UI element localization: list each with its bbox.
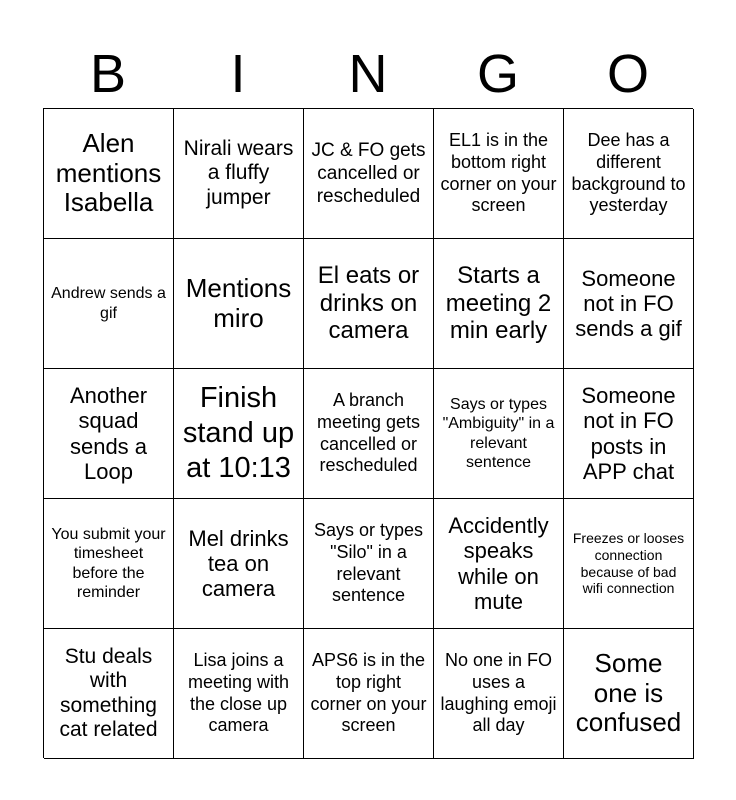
header-letter-g: G (476, 44, 519, 104)
bingo-cell-r5-c1[interactable] (44, 629, 174, 759)
cell-text: Freezes or looses connection because of bad wifi connection (572, 529, 685, 597)
header-letter-b: B (89, 44, 127, 104)
bingo-card (43, 108, 693, 758)
cell-text: Finish stand up at 10:13 (182, 382, 295, 484)
cell-text: Says or types "Ambiguity" in a relevant sentence (442, 396, 555, 471)
cell-text: Andrew sends a gif (51, 285, 166, 322)
header-letter-n: N (348, 44, 388, 104)
cell-text: Mel drinks tea on camera (188, 525, 289, 602)
bingo-cell-r4-c5[interactable] (564, 499, 694, 629)
bingo-cell-r1-c3[interactable] (304, 109, 434, 239)
bingo-header (43, 40, 693, 108)
bingo-cell-r5-c5[interactable] (564, 629, 694, 759)
cell-text: A branch meeting gets cancelled or rescheduled (316, 390, 421, 476)
bingo-cell-r3-c4[interactable] (434, 369, 564, 499)
header-letter-o: O (606, 44, 649, 104)
bingo-cell-r2-c5[interactable] (564, 239, 694, 369)
header-letter-i: I (230, 44, 246, 104)
bingo-cell-r2-c4[interactable] (434, 239, 564, 369)
cell-text: Mentions miro (185, 272, 292, 333)
cell-text: Stu deals with something cat related (59, 644, 158, 741)
cell-text: EL1 is in the bottom right corner on your screen (440, 130, 557, 216)
bingo-cell-r2-c3[interactable] (304, 239, 434, 369)
bingo-cell-r2-c2[interactable] (174, 239, 304, 369)
cell-text: APS6 is in the top right corner on your screen (310, 650, 427, 736)
bingo-cell-r3-c3[interactable] (304, 369, 434, 499)
bingo-cell-r5-c2[interactable] (174, 629, 304, 759)
cell-text: Someone not in FO posts in APP chat (581, 382, 676, 484)
bingo-cell-r1-c2[interactable] (174, 109, 304, 239)
bingo-cell-r1-c5[interactable] (564, 109, 694, 239)
cell-text: Lisa joins a meeting with the close up camera (187, 650, 290, 736)
cell-text: Another squad sends a Loop (69, 382, 148, 484)
bingo-cell-r2-c1[interactable] (44, 239, 174, 369)
bingo-cell-r5-c3[interactable] (304, 629, 434, 759)
cell-text: Starts a meeting 2 min early (445, 262, 552, 345)
cell-text: Nirali wears a fluffy jumper (183, 136, 294, 209)
cell-text: No one in FO uses a laughing emoji all day (440, 650, 557, 736)
bingo-cell-r3-c5[interactable] (564, 369, 694, 499)
bingo-cell-r5-c4[interactable] (434, 629, 564, 759)
cell-text: Dee has a different background to yesterday (571, 130, 686, 216)
cell-text: Says or types "Silo" in a relevant sentence (313, 520, 424, 606)
cell-text: Some one is confused (575, 648, 682, 738)
bingo-cell-r1-c4[interactable] (434, 109, 564, 239)
cell-text: Someone not in FO sends a gif (575, 265, 682, 342)
bingo-cell-r4-c3[interactable] (304, 499, 434, 629)
cell-text: Alen mentions Isabella (55, 128, 162, 218)
bingo-cell-r3-c1[interactable] (44, 369, 174, 499)
bingo-cell-r3-c2[interactable] (174, 369, 304, 499)
cell-text: JC & FO gets cancelled or rescheduled (311, 139, 426, 208)
bingo-cell-r4-c2[interactable] (174, 499, 304, 629)
bingo-cell-r4-c4[interactable] (434, 499, 564, 629)
cell-text: El eats or drinks on camera (317, 262, 420, 345)
bingo-cell-r1-c1[interactable] (44, 109, 174, 239)
cell-text: Accidently speaks while on mute (448, 512, 549, 614)
cell-text: You submit your timesheet before the reminder (51, 526, 166, 601)
bingo-cell-r4-c1[interactable] (44, 499, 174, 629)
